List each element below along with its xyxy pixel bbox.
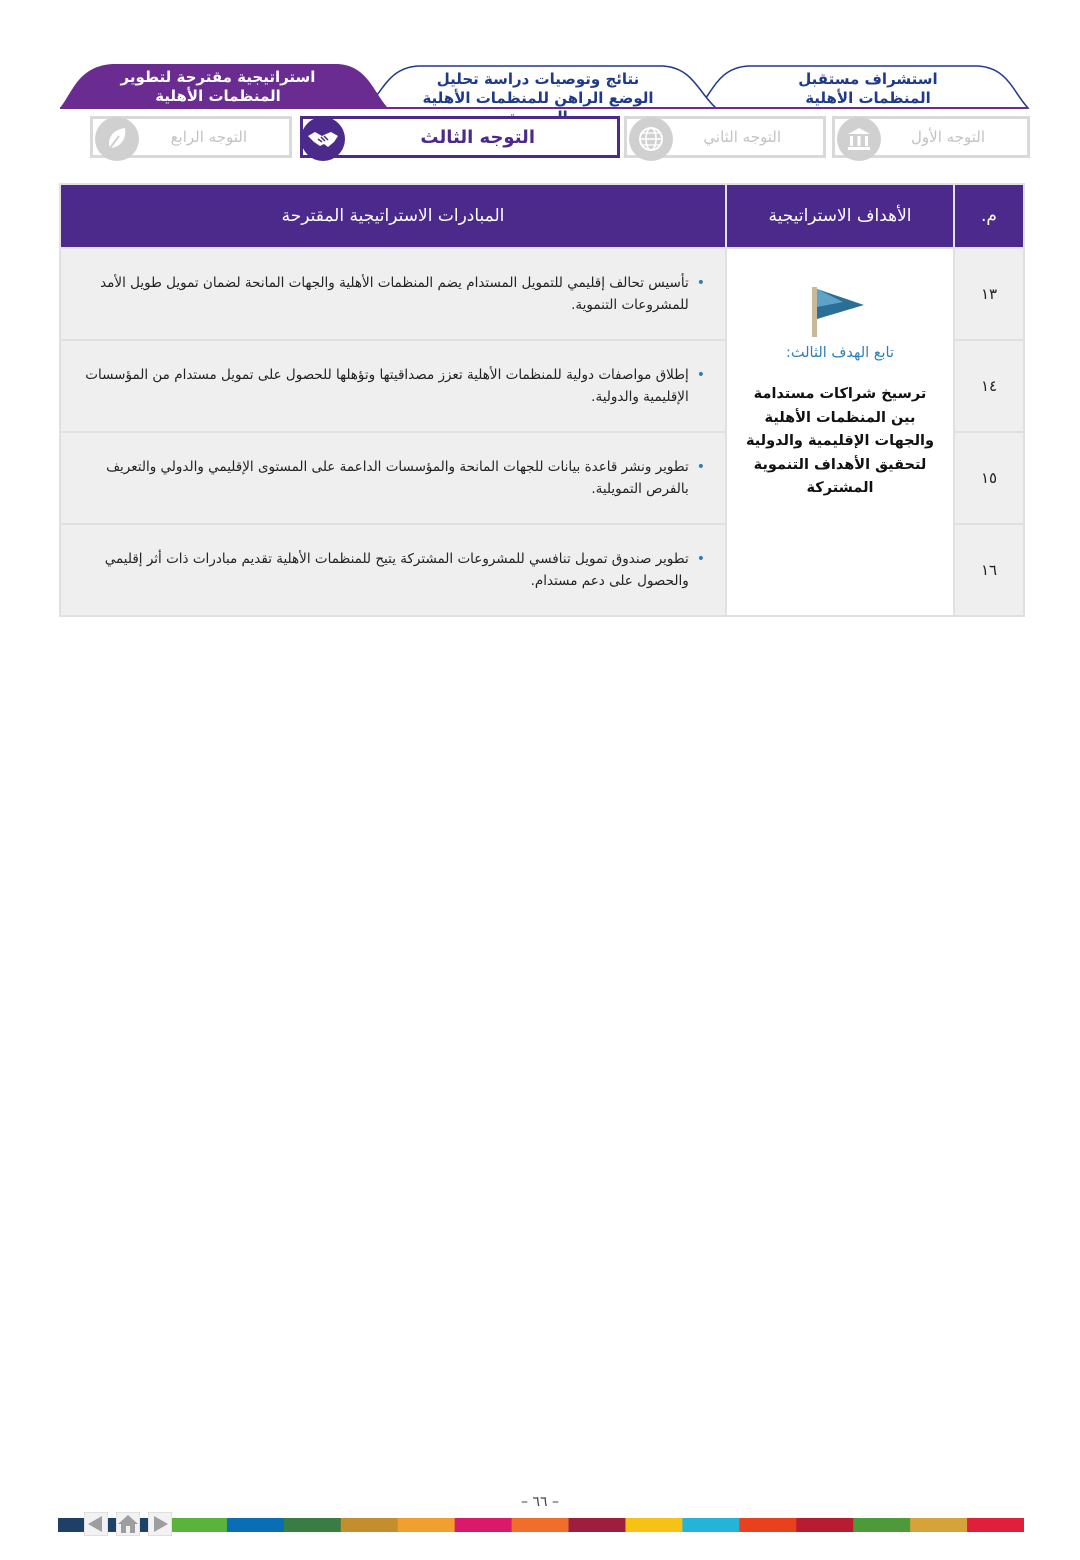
- direction-tab-third[interactable]: [300, 116, 620, 158]
- initiative-text: إطلاق مواصفات دولية للمنظمات الأهلية تعزز مصداقيتها وتؤهلها للحصول على تمويل مستدام من المؤسسات الإقليمية والدولية.: [85, 367, 689, 405]
- chapter-tab-strategy[interactable]: استراتيجية مقترحة لتطوير المنظمات الأهلية: [120, 68, 316, 105]
- chapter-tabs: [58, 62, 1030, 110]
- building-columns-icon: [837, 117, 881, 161]
- direction-tab-fourth[interactable]: [90, 116, 292, 158]
- direction-tab-first[interactable]: [832, 116, 1030, 158]
- initiative-cell: [60, 524, 726, 616]
- initiative-text: تطوير صندوق تمويل تنافسي للمشروعات المشتركة يتيح للمنظمات الأهلية تقديم مبادرات ذات أثر إقليمي والحصول على دعم مستدام.: [104, 551, 689, 589]
- strip-segment: [227, 1518, 284, 1532]
- header-goals: الأهداف الاستراتيجية: [726, 184, 954, 248]
- row-number: ١٣: [954, 248, 1024, 340]
- handshake-icon: [301, 117, 345, 161]
- goal-subtitle: تابع الهدف الثالث:: [786, 345, 894, 361]
- direction-label: التوجه الرابع: [170, 128, 247, 146]
- row-number: ١٥: [954, 432, 1024, 524]
- next-arrow-icon[interactable]: [148, 1512, 172, 1536]
- strip-segment: [853, 1518, 910, 1532]
- strip-segment: [625, 1518, 682, 1532]
- strip-segment: [569, 1518, 626, 1532]
- strip-segment: [284, 1518, 341, 1532]
- direction-label: التوجه الثاني: [703, 128, 781, 146]
- home-icon[interactable]: [116, 1512, 140, 1536]
- chapter-tab-results[interactable]: نتائج وتوصيات دراسة تحليل الوضع الراهن للمنظمات الأهلية: [422, 70, 654, 107]
- leaf-icon: [95, 117, 139, 161]
- bullet-icon: •: [696, 367, 705, 383]
- initiative-cell: [60, 340, 726, 432]
- bullet-icon: •: [696, 459, 705, 475]
- bullet-icon: •: [696, 275, 705, 291]
- globe-icon: [629, 117, 673, 161]
- row-number: ١٦: [954, 524, 1024, 616]
- strip-segment: [455, 1518, 512, 1532]
- page-number: – ٦٦ –: [521, 1494, 559, 1510]
- chapter-tab-future[interactable]: استشراف مستقبل المنظمات الأهلية: [798, 70, 938, 107]
- initiative-text: تأسيس تحالف إقليمي للتمويل المستدام يضم المنظمات الأهلية والجهات المانحة لضمان تمويل طويل الأمد للمشروعات التنموية.: [100, 275, 689, 313]
- previous-arrow-icon[interactable]: [84, 1512, 108, 1536]
- strip-segment: [967, 1518, 1024, 1532]
- strip-segment: [341, 1518, 398, 1532]
- initiative-text: تطوير ونشر قاعدة بيانات للجهات المانحة والمؤسسات الداعمة على المستوى الإقليمي والدولي والتعريف بالفرص التمويلية.: [106, 459, 689, 497]
- strip-segment: [910, 1518, 967, 1532]
- flag-icon: [809, 285, 869, 339]
- direction-tab-second[interactable]: [624, 116, 826, 158]
- strip-segment: [739, 1518, 796, 1532]
- initiatives-table: [59, 183, 1025, 617]
- direction-label: التوجه الأول: [911, 128, 985, 146]
- strip-segment: [170, 1518, 227, 1532]
- bullet-icon: •: [696, 551, 705, 567]
- goal-cell: [726, 248, 954, 616]
- directions-nav: [90, 116, 1030, 162]
- table-row: [60, 248, 1024, 340]
- initiative-cell: [60, 248, 726, 340]
- initiative-cell: [60, 432, 726, 524]
- strip-segment: [682, 1518, 739, 1532]
- strip-segment: [796, 1518, 853, 1532]
- header-number: م.: [954, 184, 1024, 248]
- row-number: ١٤: [954, 340, 1024, 432]
- table-header-row: [60, 184, 1024, 248]
- header-initiatives: المبادرات الاستراتيجية المقترحة: [60, 184, 726, 248]
- strip-segment: [512, 1518, 569, 1532]
- footer-color-strip: [58, 1518, 1024, 1532]
- strip-segment: [398, 1518, 455, 1532]
- direction-label: التوجه الثالث: [420, 126, 535, 148]
- goal-text: ترسيخ شراكات مستدامة بين المنظمات الأهلية والجهات الإقليمية والدولية لتحقيق الأهداف التنموية المشتركة: [745, 386, 935, 496]
